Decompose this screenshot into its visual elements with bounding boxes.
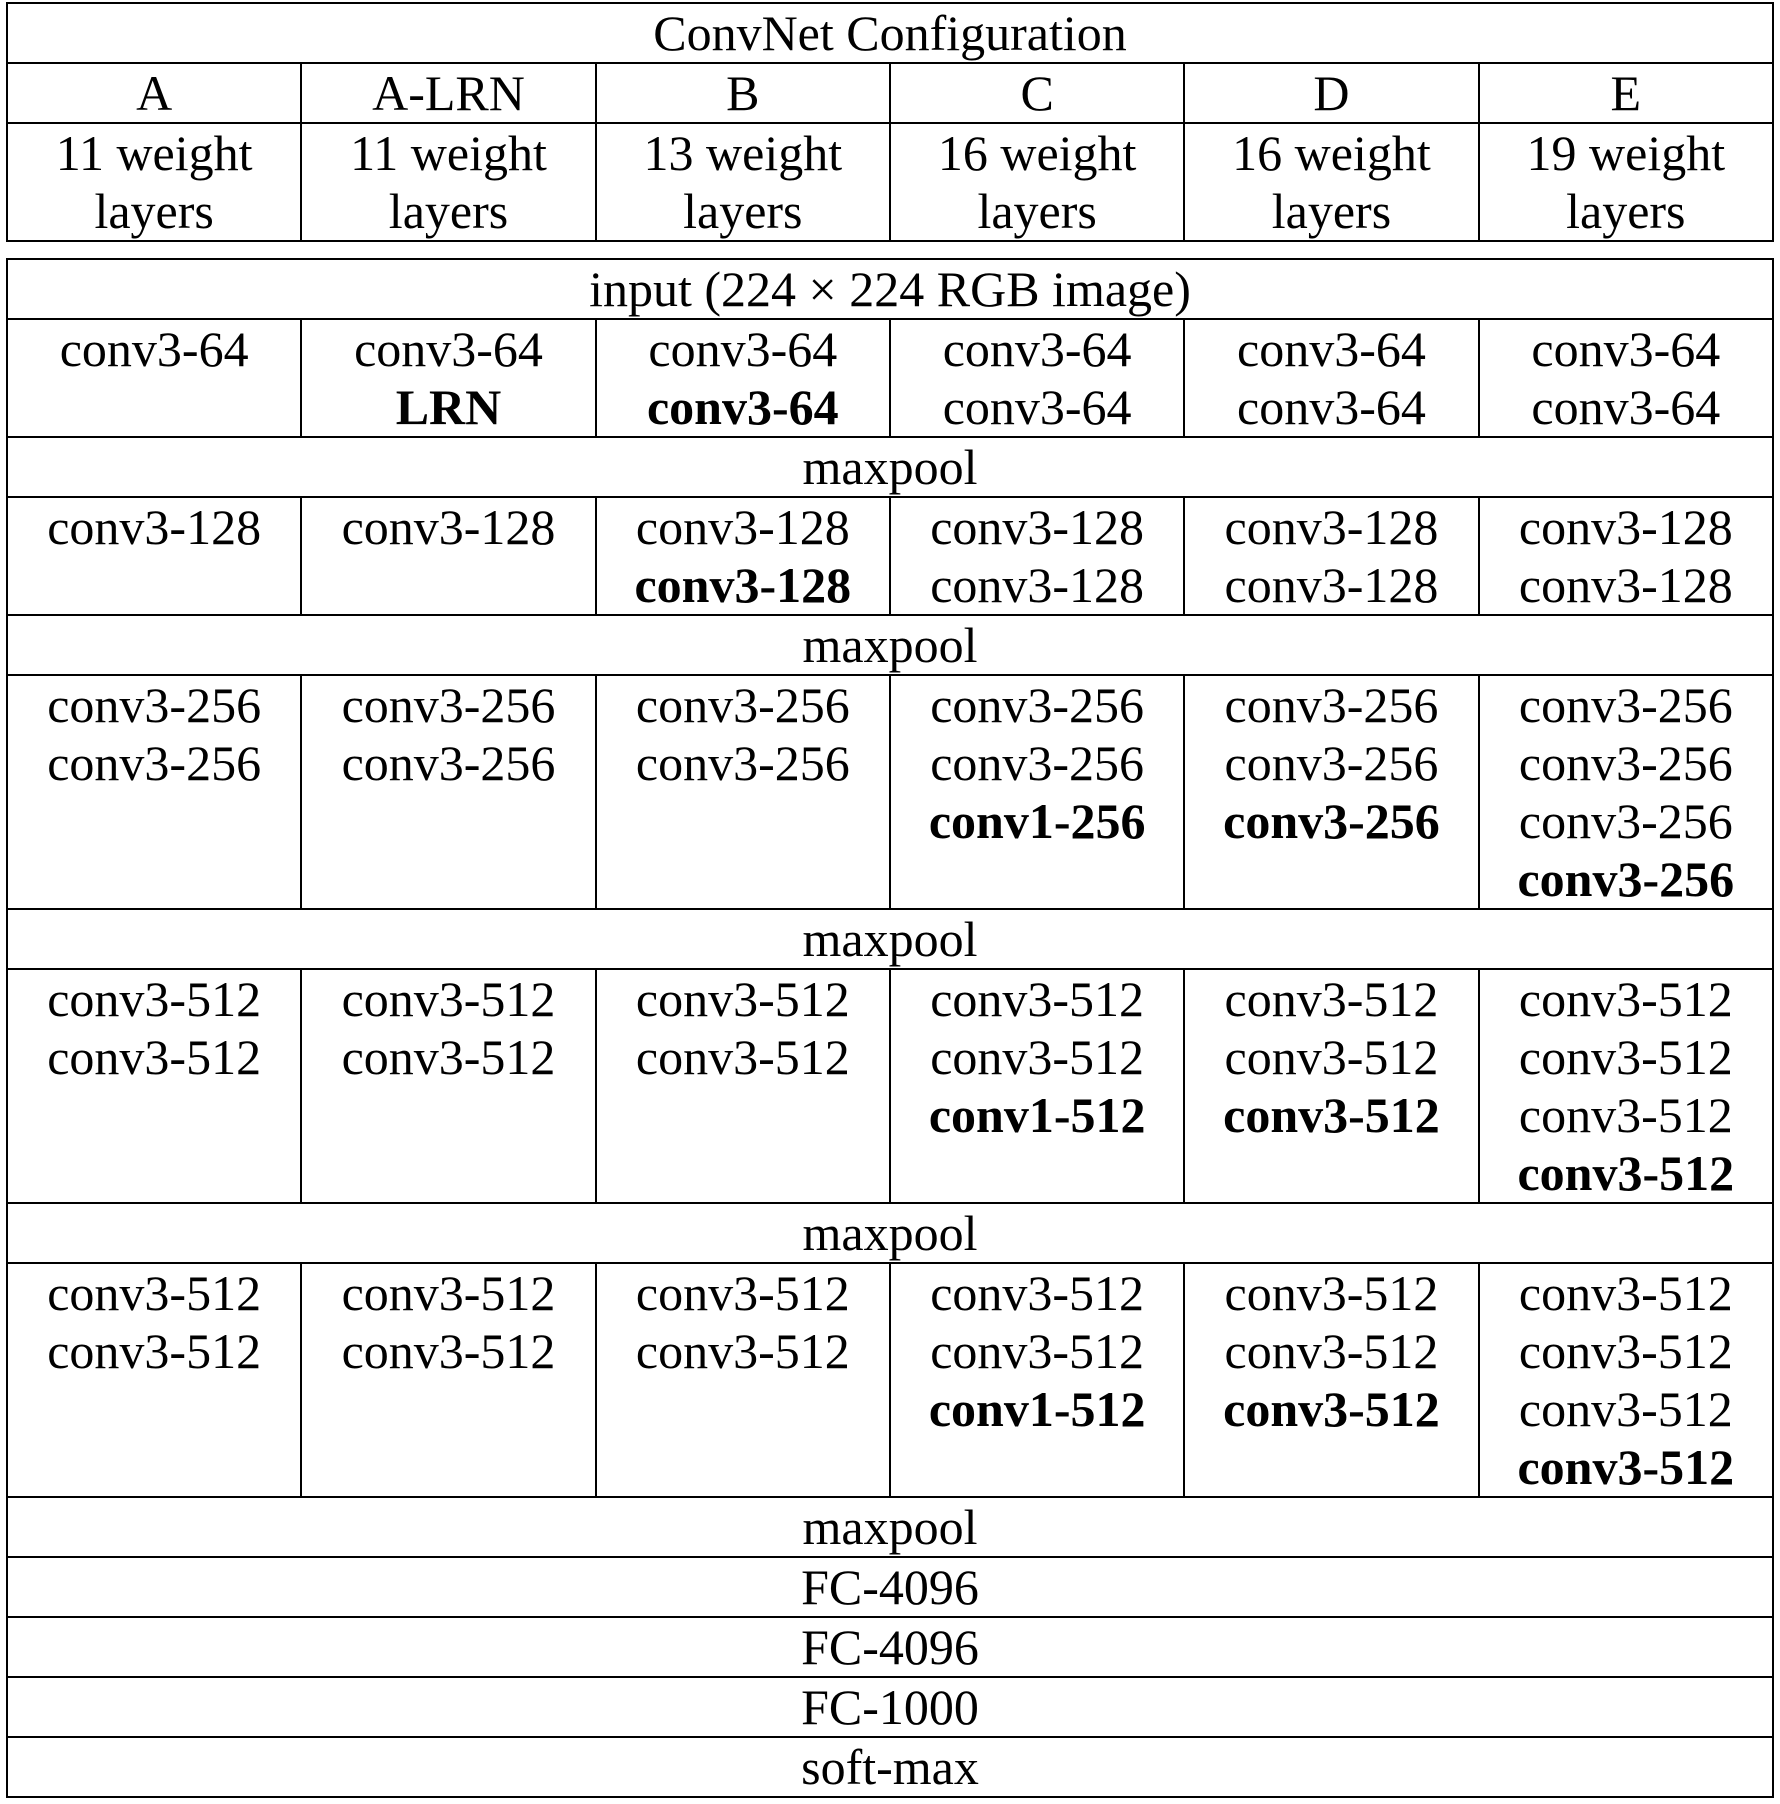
added-layer-label: LRN xyxy=(395,379,502,435)
config-header-table xyxy=(6,2,1774,242)
layer-label: conv3-512 xyxy=(1518,1265,1733,1321)
layer-row-blocks xyxy=(7,497,1773,615)
layer-label: conv3-128 xyxy=(635,499,850,555)
added-layer-label: conv3-64 xyxy=(646,379,839,435)
depth-line: 16 weight xyxy=(937,125,1137,181)
config-name-a: A xyxy=(7,63,301,123)
layer-label: conv3-512 xyxy=(47,1265,262,1321)
layer-label: conv3-512 xyxy=(341,1029,556,1085)
config-layer-cell xyxy=(890,497,1184,615)
added-layer-label: conv3-512 xyxy=(1517,1439,1735,1495)
layer-label: conv3-512 xyxy=(341,1265,556,1321)
layer-label: conv3-256 xyxy=(1518,735,1733,791)
depth-line: 11 weight xyxy=(350,125,547,181)
layer-label: conv3-512 xyxy=(930,1029,1145,1085)
config-layer-cell xyxy=(301,1263,595,1497)
added-layer-label: conv1-512 xyxy=(928,1087,1146,1143)
layer-label: conv3-64 xyxy=(354,321,543,377)
added-layer-label: conv3-256 xyxy=(1517,851,1735,907)
layer-label: conv3-64 xyxy=(1237,321,1426,377)
shared-layer-cell: maxpool xyxy=(7,437,1773,497)
layer-label: conv3-256 xyxy=(930,677,1145,733)
config-layer-cell xyxy=(7,319,301,437)
layer-label: conv3-512 xyxy=(1518,1087,1733,1143)
layer-label: conv3-512 xyxy=(1518,1323,1733,1379)
depth-line: 11 weight xyxy=(55,125,253,181)
added-layer-label: conv1-256 xyxy=(928,793,1146,849)
layer-label: conv3-128 xyxy=(1224,499,1439,555)
layers-table xyxy=(6,258,1774,1798)
layer-label: conv3-512 xyxy=(47,1323,262,1379)
layer-label: conv3-128 xyxy=(1518,557,1733,613)
layer-row-blocks xyxy=(7,675,1773,909)
config-layer-cell xyxy=(1479,675,1773,909)
shared-layer-cell: maxpool xyxy=(7,1497,1773,1557)
layer-label: conv3-512 xyxy=(1224,1029,1439,1085)
layer-row-shared xyxy=(7,1677,1773,1737)
layer-label: conv3-512 xyxy=(47,1029,262,1085)
config-name-d: D xyxy=(1184,63,1478,123)
config-layer-cell xyxy=(1184,1263,1478,1497)
depth-line: 13 weight xyxy=(643,125,843,181)
config-layer-cell xyxy=(1184,319,1478,437)
config-name-b: B xyxy=(596,63,890,123)
layer-label: conv3-512 xyxy=(930,1323,1145,1379)
layer-label: conv3-64 xyxy=(59,321,249,377)
layer-label: conv3-512 xyxy=(635,971,850,1027)
layer-label: conv3-512 xyxy=(1518,1381,1733,1437)
config-layer-cell xyxy=(596,1263,890,1497)
layer-label: conv3-256 xyxy=(1224,677,1439,733)
layer-label: conv3-256 xyxy=(635,735,850,791)
shared-layer-cell: soft-max xyxy=(7,1737,1773,1797)
layer-label: conv3-512 xyxy=(635,1029,850,1085)
layer-row-shared xyxy=(7,1557,1773,1617)
layer-label: conv3-128 xyxy=(1224,557,1439,613)
layer-label: conv3-512 xyxy=(341,971,556,1027)
config-depth-c xyxy=(890,123,1184,241)
layer-row-shared xyxy=(7,909,1773,969)
layer-label: conv3-256 xyxy=(47,735,262,791)
layer-label: conv3-512 xyxy=(635,1323,850,1379)
config-layer-cell xyxy=(7,675,301,909)
layer-label: conv3-256 xyxy=(930,735,1145,791)
layer-label: conv3-256 xyxy=(635,677,850,733)
layer-label: conv3-256 xyxy=(1224,735,1439,791)
layer-label: conv3-512 xyxy=(1224,971,1439,1027)
layer-label: conv3-64 xyxy=(1237,379,1426,435)
depth-line: layers xyxy=(1271,183,1392,239)
depth-line: 19 weight xyxy=(1526,125,1726,181)
config-layer-cell xyxy=(1184,675,1478,909)
config-layer-cell xyxy=(301,319,595,437)
shared-layer-cell: maxpool xyxy=(7,909,1773,969)
added-layer-label: conv3-512 xyxy=(1223,1381,1440,1437)
layer-row-blocks xyxy=(7,969,1773,1203)
layer-label: conv3-512 xyxy=(341,1323,556,1379)
table-title: ConvNet Configuration xyxy=(7,3,1773,63)
layer-label: conv3-256 xyxy=(341,677,556,733)
config-layer-cell xyxy=(596,497,890,615)
config-layer-cell xyxy=(596,675,890,909)
layer-row-shared xyxy=(7,1497,1773,1557)
config-layer-cell xyxy=(890,1263,1184,1497)
depth-line: layers xyxy=(683,183,803,239)
layer-row-shared xyxy=(7,1737,1773,1797)
config-layer-cell xyxy=(7,497,301,615)
layer-label: conv3-512 xyxy=(1224,1323,1439,1379)
layer-label: conv3-64 xyxy=(648,321,838,377)
depth-line: layers xyxy=(1566,183,1686,239)
shared-layer-cell: maxpool xyxy=(7,615,1773,675)
added-layer-label: conv3-512 xyxy=(1517,1145,1735,1201)
added-layer-label: conv3-128 xyxy=(634,557,852,613)
layer-label: conv3-64 xyxy=(1531,321,1721,377)
layer-label: conv3-128 xyxy=(47,499,262,555)
layer-label: conv3-64 xyxy=(942,379,1132,435)
layer-label: conv3-256 xyxy=(47,677,262,733)
config-layer-cell xyxy=(890,675,1184,909)
layer-row-shared xyxy=(7,1203,1773,1263)
config-name-e: E xyxy=(1479,63,1773,123)
config-depth-a xyxy=(7,123,301,241)
layer-label: conv3-512 xyxy=(930,1265,1145,1321)
shared-layer-cell: FC-1000 xyxy=(7,1677,1773,1737)
depth-line: layers xyxy=(94,183,214,239)
config-layer-cell xyxy=(890,319,1184,437)
config-layer-cell xyxy=(1184,969,1478,1203)
config-layer-cell xyxy=(1184,497,1478,615)
layer-label: conv3-256 xyxy=(341,735,556,791)
layer-row-shared xyxy=(7,615,1773,675)
layer-label: conv3-128 xyxy=(1518,499,1733,555)
shared-layer-cell: FC-4096 xyxy=(7,1617,1773,1677)
layer-label: conv3-128 xyxy=(930,499,1145,555)
shared-layer-cell: maxpool xyxy=(7,1203,1773,1263)
config-layer-cell xyxy=(301,675,595,909)
layer-row-blocks xyxy=(7,1263,1773,1497)
layer-row-blocks xyxy=(7,319,1773,437)
config-layer-cell xyxy=(1479,497,1773,615)
layer-row-shared xyxy=(7,259,1773,319)
added-layer-label: conv3-256 xyxy=(1223,793,1440,849)
layer-label: conv3-512 xyxy=(1518,1029,1733,1085)
config-layer-cell xyxy=(596,969,890,1203)
layer-label: conv3-512 xyxy=(47,971,262,1027)
config-depth-d xyxy=(1184,123,1478,241)
config-depth-a-lrn xyxy=(301,123,595,241)
config-layer-cell xyxy=(890,969,1184,1203)
layer-label: conv3-64 xyxy=(1531,379,1721,435)
layer-label: conv3-512 xyxy=(635,1265,850,1321)
layer-label: conv3-256 xyxy=(1518,677,1733,733)
shared-layer-cell: FC-4096 xyxy=(7,1557,1773,1617)
config-depth-e xyxy=(1479,123,1773,241)
layer-label: conv3-512 xyxy=(1224,1265,1439,1321)
layer-row-shared xyxy=(7,437,1773,497)
added-layer-label: conv3-512 xyxy=(1223,1087,1440,1143)
added-layer-label: conv1-512 xyxy=(928,1381,1146,1437)
config-depth-b xyxy=(596,123,890,241)
layer-label: conv3-256 xyxy=(1518,793,1733,849)
config-layer-cell xyxy=(301,969,595,1203)
shared-layer-cell: input (224 × 224 RGB image) xyxy=(7,259,1773,319)
layer-label: conv3-128 xyxy=(930,557,1145,613)
config-layer-cell xyxy=(596,319,890,437)
depth-line: 16 weight xyxy=(1232,125,1431,181)
layer-row-shared xyxy=(7,1617,1773,1677)
config-name-a-lrn: A-LRN xyxy=(301,63,595,123)
config-layer-cell xyxy=(1479,969,1773,1203)
layer-label: conv3-128 xyxy=(341,499,556,555)
config-layer-cell xyxy=(7,969,301,1203)
depth-line: layers xyxy=(977,183,1097,239)
layer-label: conv3-512 xyxy=(930,971,1145,1027)
config-layer-cell xyxy=(301,497,595,615)
config-layer-cell xyxy=(1479,1263,1773,1497)
config-name-c: C xyxy=(890,63,1184,123)
config-layer-cell xyxy=(1479,319,1773,437)
depth-line: layers xyxy=(388,183,509,239)
layer-label: conv3-64 xyxy=(942,321,1132,377)
layer-label: conv3-512 xyxy=(1518,971,1733,1027)
config-layer-cell xyxy=(7,1263,301,1497)
